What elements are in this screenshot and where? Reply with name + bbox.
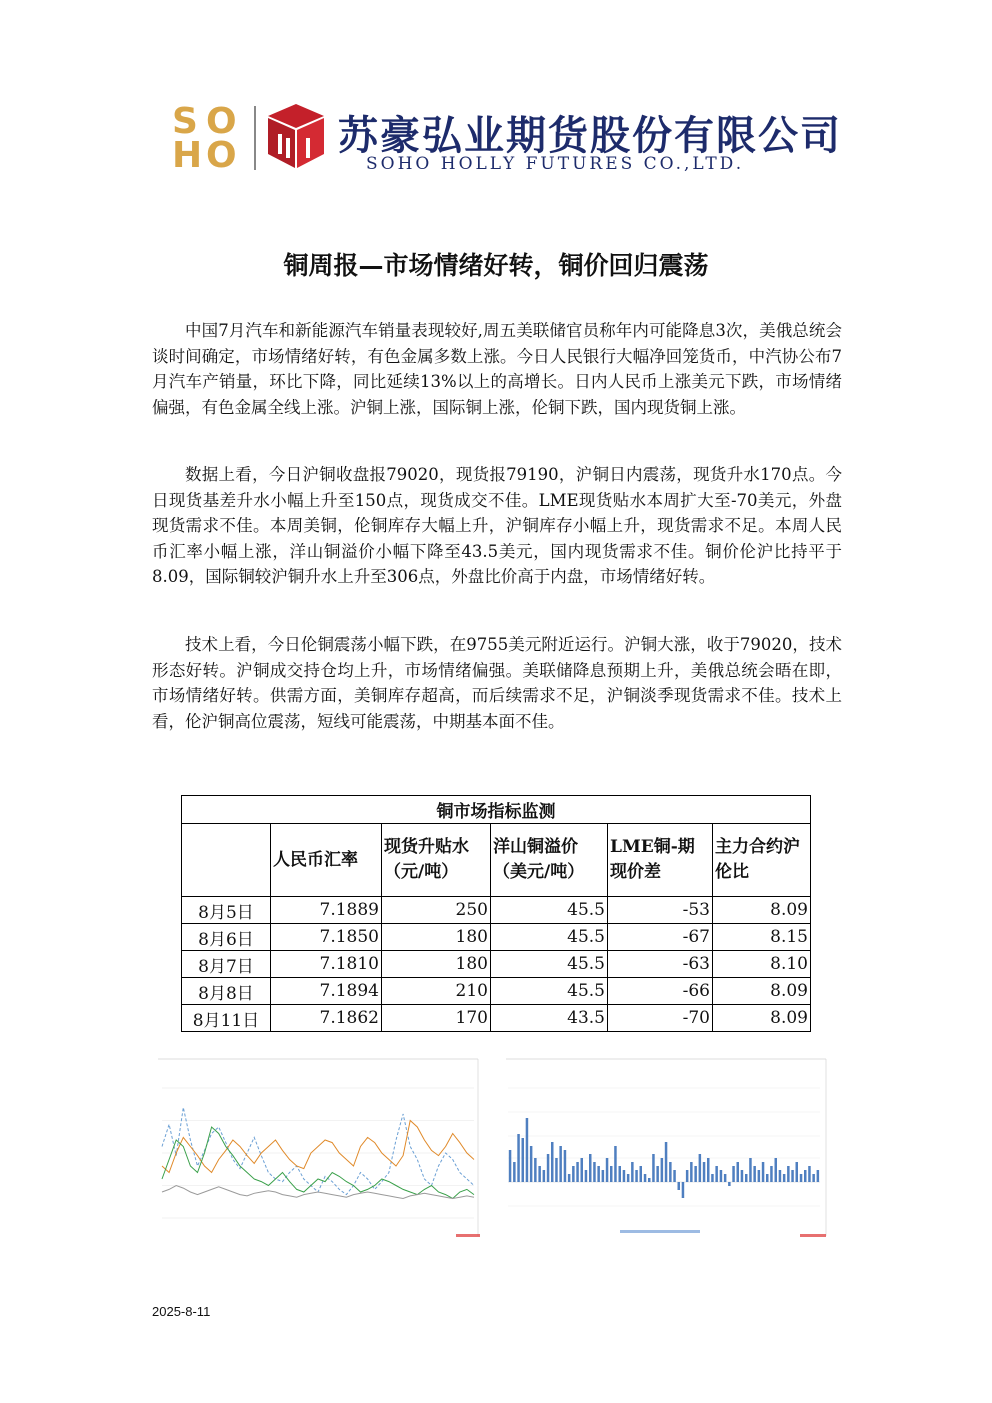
bar [526, 1118, 529, 1182]
bar [711, 1174, 714, 1182]
cell-date: 8月11日 [182, 1005, 271, 1032]
cell-spot-premium: 180 [382, 924, 491, 951]
bar [568, 1174, 571, 1182]
cell-yangshan: 45.5 [491, 897, 608, 924]
bar [812, 1174, 815, 1182]
bar [758, 1170, 761, 1182]
cell-fx: 7.1862 [271, 1005, 382, 1032]
cell-lme-spread: -70 [608, 1005, 713, 1032]
bar [585, 1170, 588, 1182]
bar [800, 1174, 803, 1182]
bar [635, 1170, 638, 1182]
bar [694, 1166, 697, 1182]
bar [589, 1154, 592, 1182]
cell-spot-premium: 250 [382, 897, 491, 924]
bar [665, 1142, 668, 1182]
bar [517, 1134, 520, 1182]
bar [644, 1174, 647, 1182]
bar [631, 1162, 634, 1182]
cell-ratio: 8.09 [713, 978, 811, 1005]
bar [817, 1170, 820, 1182]
header-cell [182, 824, 271, 897]
bar [720, 1170, 723, 1182]
bar [669, 1162, 672, 1182]
bar [652, 1154, 655, 1182]
cell-lme-spread: -63 [608, 951, 713, 978]
bar [538, 1166, 541, 1182]
bar [640, 1166, 643, 1182]
bar [796, 1162, 799, 1182]
cell-date: 8月5日 [182, 897, 271, 924]
header-cell: 主力合约沪伦比 [713, 824, 811, 897]
bar [737, 1162, 740, 1182]
bar [808, 1166, 811, 1182]
logo-divider [254, 106, 256, 170]
bar [559, 1146, 562, 1182]
bar [593, 1162, 596, 1182]
bar [534, 1158, 537, 1182]
bar [623, 1170, 626, 1182]
bar [770, 1166, 773, 1182]
bar [715, 1166, 718, 1182]
cell-ratio: 8.09 [713, 1005, 811, 1032]
company-name-en: SOHO HOLLY FUTURES CO.,LTD. [366, 154, 745, 174]
bar [581, 1158, 584, 1182]
bar [661, 1158, 664, 1182]
header-cell: 人民币汇率 [271, 824, 382, 897]
bar [648, 1178, 651, 1182]
bar [753, 1166, 756, 1182]
header-cell: LME铜-期现价差 [608, 824, 713, 897]
bar [597, 1166, 600, 1182]
table-row [182, 951, 811, 978]
indicator-table [181, 795, 811, 1032]
soho-logo-mark: S O H O [172, 101, 237, 176]
cell-lme-spread: -66 [608, 978, 713, 1005]
bar [682, 1182, 685, 1198]
bar [614, 1146, 617, 1182]
cell-ratio: 8.09 [713, 897, 811, 924]
cell-fx: 7.1810 [271, 951, 382, 978]
bar [787, 1166, 790, 1182]
bar [775, 1158, 778, 1182]
cell-ratio: 8.10 [713, 951, 811, 978]
bar [513, 1162, 516, 1182]
paragraph-data: 数据上看，今日沪铜收盘报79020，现货报79190，沪铜日内震荡，现货升水170点。今日现货基差升水小幅上升至150点，现货成交不佳。LME现货贴水本周扩大至-70美元，外盘现货需求不佳。本周美铜，伦铜库存大幅上升，沪铜库存小幅上升，现货需求不足。本周人民币汇率小幅上涨，洋山铜溢价小幅下降至43.5美元，国内现货需求不佳。铜价伦沪比持平于8.09，国际铜较沪铜升水上升至306点，外盘比价高于内盘，市场情绪好转。 [152, 465, 842, 586]
cell-fx: 7.1850 [271, 924, 382, 951]
bar [551, 1142, 554, 1182]
bar [791, 1170, 794, 1182]
table-caption: 铜市场指标监测 [182, 796, 811, 824]
bar [610, 1166, 613, 1182]
bar [576, 1162, 579, 1182]
line-chart [148, 1058, 488, 1242]
bar [678, 1182, 681, 1190]
bar [619, 1166, 622, 1182]
bar [804, 1170, 807, 1182]
bar [749, 1158, 752, 1182]
bar [547, 1154, 550, 1182]
bar [783, 1174, 786, 1182]
cell-yangshan: 43.5 [491, 1005, 608, 1032]
bar [564, 1150, 567, 1182]
bar-chart [496, 1058, 836, 1242]
bar [530, 1146, 533, 1182]
cell-fx: 7.1889 [271, 897, 382, 924]
cell-lme-spread: -53 [608, 897, 713, 924]
bar [572, 1166, 575, 1182]
header-cell: 现货升贴水（元/吨） [382, 824, 491, 897]
company-logo [170, 98, 842, 178]
table-row [182, 897, 811, 924]
cell-yangshan: 45.5 [491, 951, 608, 978]
table-row [182, 978, 811, 1005]
company-name-cn: 苏豪弘业期货股份有限公司 [338, 112, 842, 159]
header-cell: 洋山铜溢价（美元/吨） [491, 824, 608, 897]
cell-date: 8月6日 [182, 924, 271, 951]
cube-logo-icon [266, 102, 326, 170]
bar [602, 1170, 605, 1182]
paragraph-technical: 技术上看，今日伦铜震荡小幅下跌，在9755美元附近运行。沪铜大涨，收于79020，技术形态好转。沪铜成交持仓均上升，市场情绪偏强。美联储降息预期上升，美俄总统会晤在即，市场情绪好转。供需方面，美铜库存超高，而后续需求不足，沪铜淡季现货需求不佳。技术上看，伦沪铜高位震荡，短线可能震荡，中期基本面不佳。 [152, 635, 842, 731]
bar [686, 1170, 689, 1182]
bar [732, 1166, 735, 1182]
cell-yangshan: 45.5 [491, 978, 608, 1005]
bar [690, 1162, 693, 1182]
bar [779, 1170, 782, 1182]
cell-spot-premium: 210 [382, 978, 491, 1005]
report-date: 2025-8-11 [152, 1304, 211, 1319]
cell-lme-spread: -67 [608, 924, 713, 951]
report-title: 铜周报—市场情绪好转，铜价回归震荡 [283, 251, 709, 280]
bar [745, 1174, 748, 1182]
cell-yangshan: 45.5 [491, 924, 608, 951]
cell-ratio: 8.15 [713, 924, 811, 951]
bar [656, 1166, 659, 1182]
bar [522, 1138, 525, 1182]
bar [543, 1170, 546, 1182]
cell-spot-premium: 170 [382, 1005, 491, 1032]
cell-date: 8月8日 [182, 978, 271, 1005]
bar [728, 1182, 731, 1186]
cell-date: 8月7日 [182, 951, 271, 978]
bar [627, 1174, 630, 1182]
cell-spot-premium: 180 [382, 951, 491, 978]
bar [707, 1158, 710, 1182]
bar [741, 1170, 744, 1182]
bar [724, 1174, 727, 1182]
table-row [182, 924, 811, 951]
table-row [182, 1005, 811, 1032]
bar [699, 1154, 702, 1182]
bar [703, 1162, 706, 1182]
bar [606, 1158, 609, 1182]
bar [509, 1150, 512, 1182]
bar [766, 1174, 769, 1182]
paragraph-market: 中国7月汽车和新能源汽车销量表现较好,周五美联储官员称年内可能降息3次，美俄总统会谈时间确定，市场情绪好转，有色金属多数上涨。今日人民银行大幅净回笼货币，中汽协公布7月汽车产销量，环比下降，同比延续13%以上的高增长。日内人民币上涨美元下跌，市场情绪偏强，有色金属全线上涨。沪铜上涨，国际铜上涨，伦铜下跌，国内现货铜上涨。 [152, 321, 842, 417]
cell-fx: 7.1894 [271, 978, 382, 1005]
bar [762, 1162, 765, 1182]
bar [673, 1170, 676, 1182]
bar [555, 1158, 558, 1182]
